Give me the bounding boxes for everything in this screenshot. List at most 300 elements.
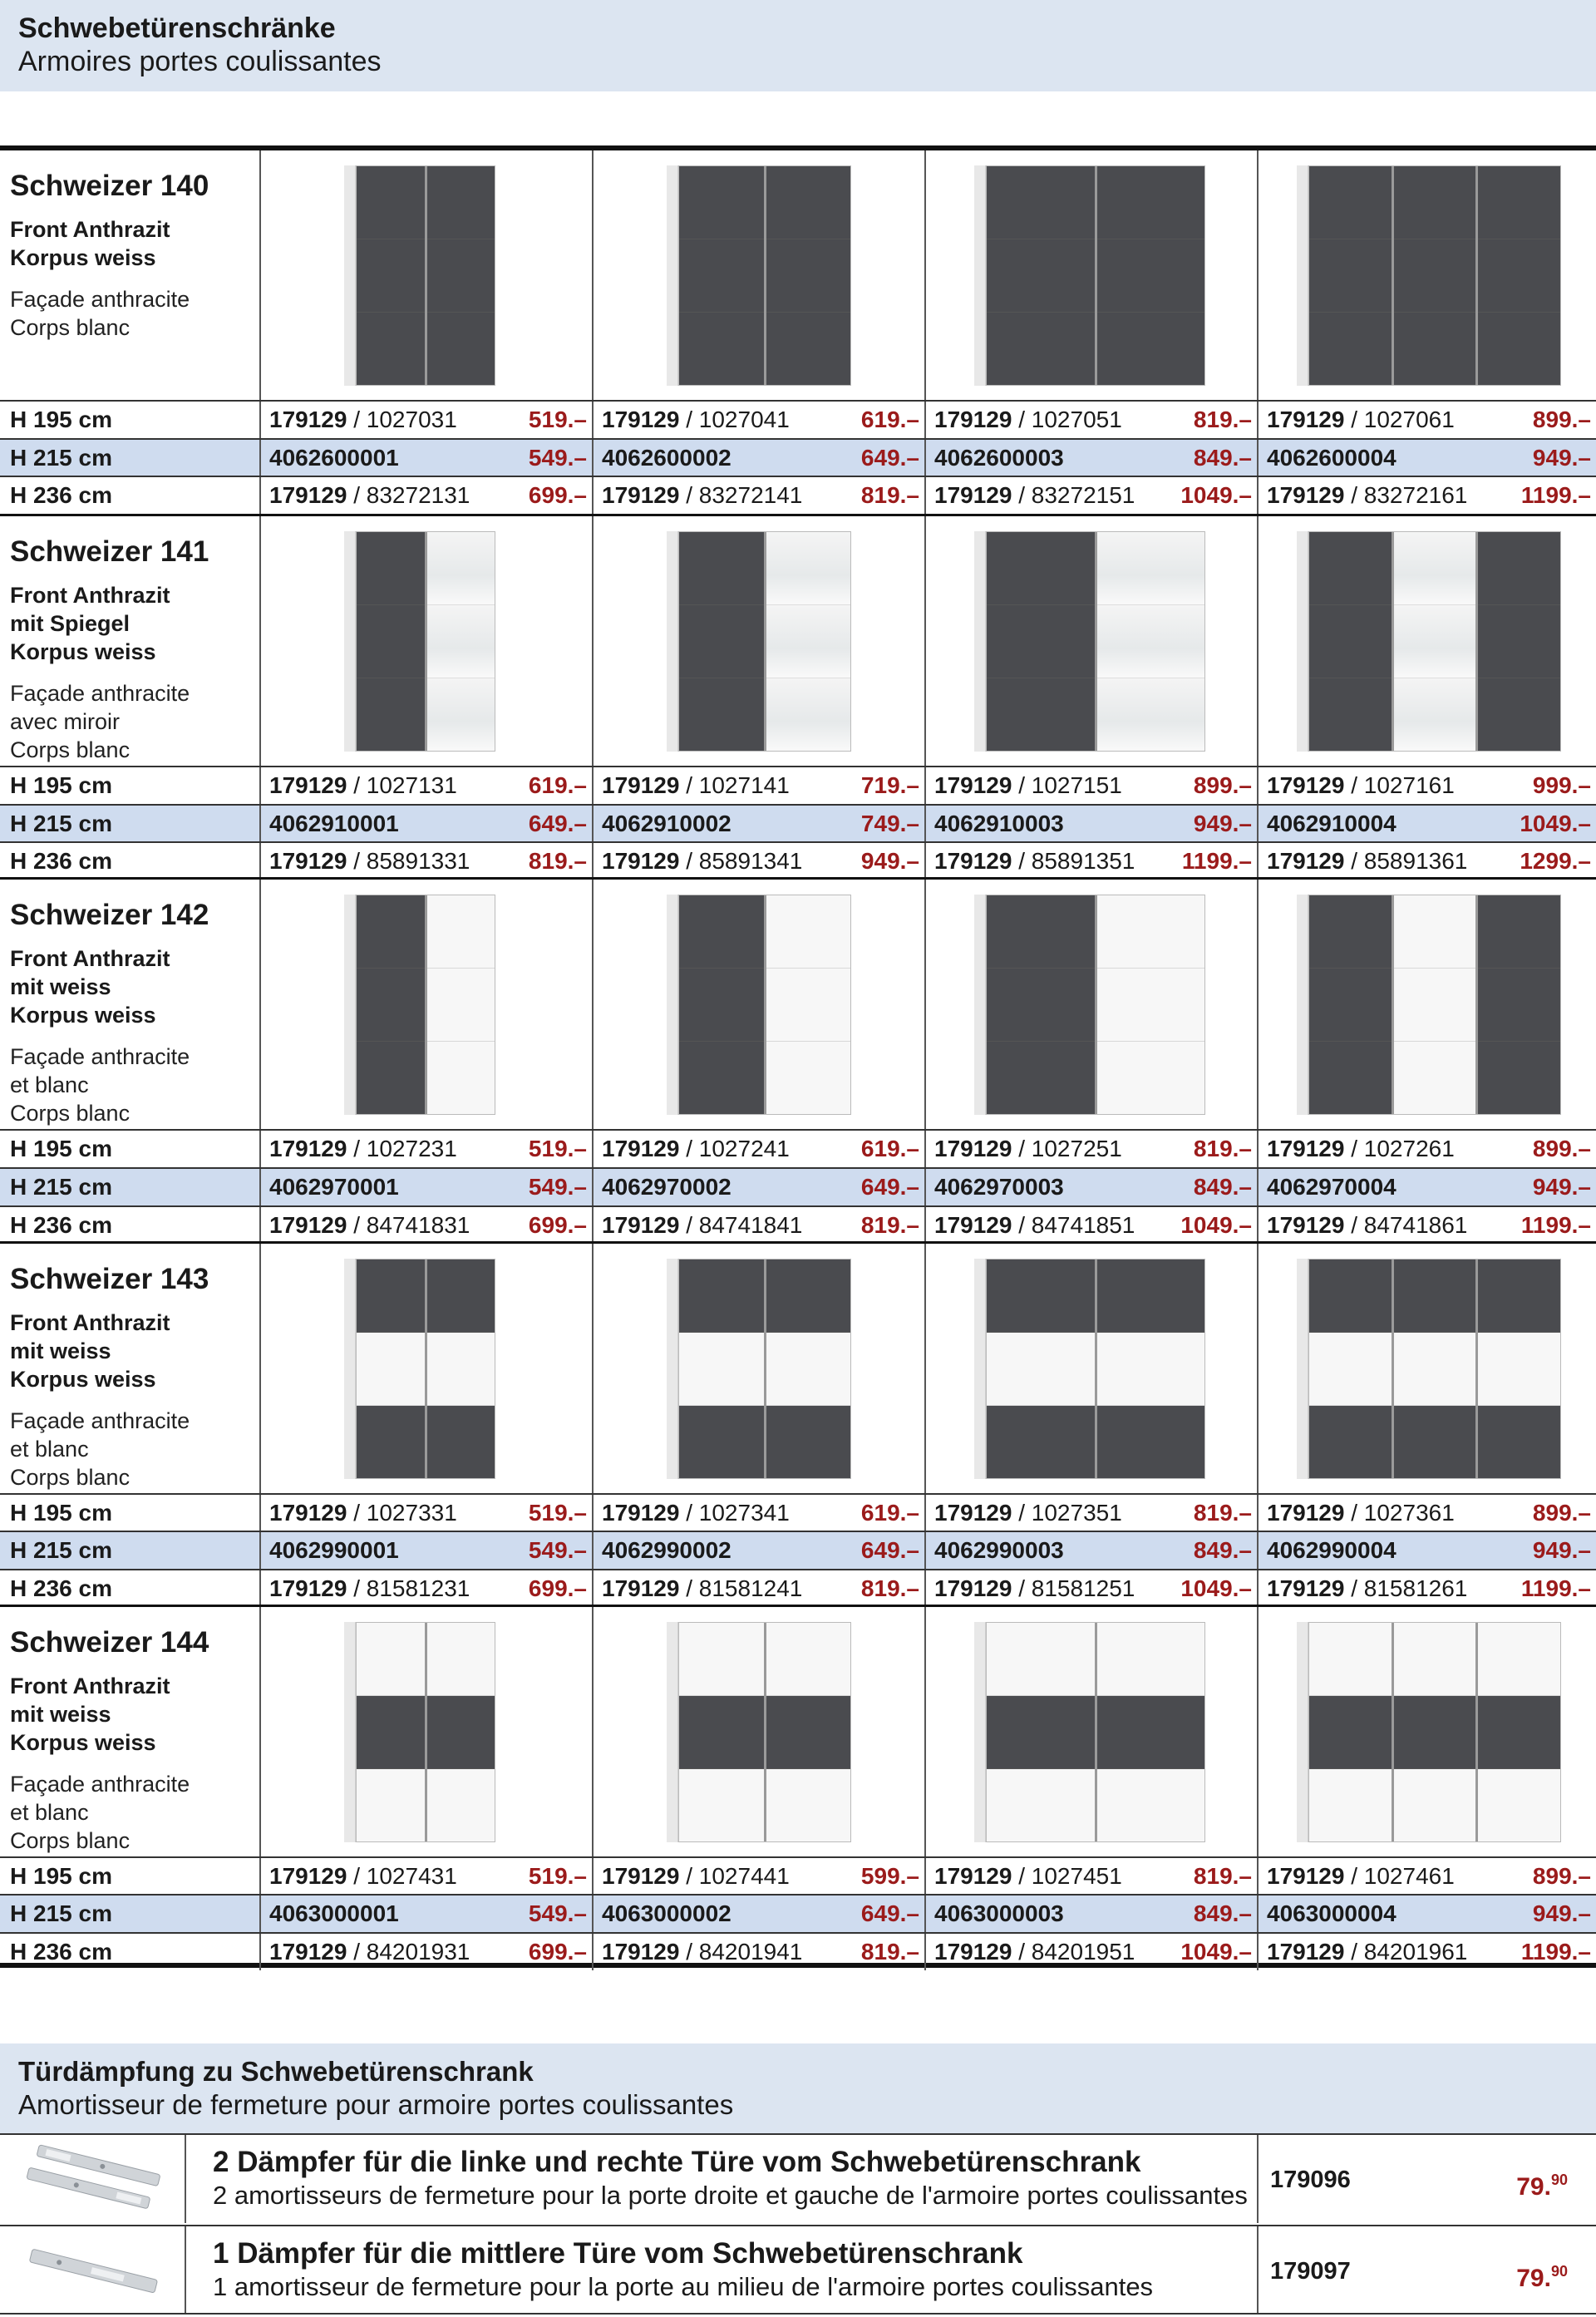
article-code: [269, 1500, 457, 1526]
height-label: H 215 cm: [10, 1173, 112, 1200]
wardrobe-image-cell: [259, 516, 592, 766]
article-code-main: 179129: [269, 772, 347, 799]
article-code: [269, 1537, 399, 1563]
article-code: [934, 407, 1122, 432]
price-cell: [259, 767, 592, 804]
wardrobe-door: [987, 1623, 1097, 1841]
wardrobe-door: [1394, 166, 1479, 385]
price-cell: [592, 1131, 924, 1167]
wardrobe-door: [1394, 532, 1479, 751]
price-cell: [259, 477, 592, 514]
price: 699.–: [528, 1575, 587, 1601]
article-code-suffix: / 81581231: [347, 1575, 470, 1601]
wardrobe-door: [987, 1260, 1097, 1478]
article-code: [1267, 848, 1467, 874]
price: 949.–: [860, 848, 919, 875]
article-code: [602, 1537, 732, 1563]
height-label: H 236 cm: [10, 1575, 112, 1601]
price: 819.–: [860, 1938, 919, 1965]
wardrobe-image: [974, 1259, 1205, 1479]
wardrobe-image: [1297, 165, 1561, 386]
wardrobe-image: [344, 1259, 495, 1479]
wardrobe-image-cell: [1257, 880, 1596, 1129]
price-cell: [924, 402, 1257, 438]
article-code-main: 4062970001: [269, 1173, 399, 1200]
wardrobe-image-cell: [259, 150, 592, 400]
price-cell: [592, 1207, 924, 1244]
price: 699.–: [528, 1211, 587, 1238]
price: 899.–: [1532, 1862, 1591, 1889]
price-cell: [259, 1858, 592, 1895]
page-title-fr: Armoires portes coulissantes: [18, 46, 382, 77]
article-code: [602, 848, 802, 874]
article-code: [1267, 811, 1396, 836]
article-code-main: 179129: [1267, 407, 1345, 432]
price: 819.–: [1193, 407, 1252, 432]
article-code-suffix: / 81581261: [1344, 1575, 1468, 1601]
article-code: [602, 1500, 790, 1526]
price: 819.–: [1193, 1862, 1252, 1889]
article-code: [602, 1939, 802, 1965]
article-code: [934, 1863, 1122, 1889]
article-code-main: 4062600003: [934, 444, 1064, 471]
price: 899.–: [1532, 407, 1591, 432]
article-code: [269, 1136, 457, 1161]
damper-title-fr: Amortisseur de fermeture pour armoire portes coulissantes: [18, 2089, 734, 2120]
article-code-main: 179129: [934, 1575, 1012, 1601]
wardrobe-door: [679, 1623, 766, 1841]
price-cell: [1257, 440, 1596, 476]
price-cell: [1257, 843, 1596, 880]
article-code: [1267, 407, 1455, 432]
product-info: [0, 1244, 259, 1493]
price: 519.–: [528, 407, 587, 432]
wardrobe-image: [667, 165, 851, 386]
wardrobe-door: [1097, 1623, 1205, 1841]
product-description-fr: Façade anthracite et blanc Corps blanc: [10, 1407, 190, 1490]
article-code-suffix: / 1027151: [1012, 772, 1122, 799]
product-description-de: Front Anthrazit mit weiss Korpus weiss: [10, 1673, 170, 1755]
article-code: [1267, 772, 1455, 798]
product-section: [0, 1605, 1596, 1968]
article-code: [602, 1900, 732, 1926]
price-cell: [924, 806, 1257, 842]
damper-text-de: 1 Dämpfer für die mittlere Türe vom Schwebetürenschrank: [213, 2237, 1023, 2270]
article-code-main: 179129: [1267, 772, 1345, 799]
article-code-main: 179129: [602, 407, 680, 432]
price: 819.–: [1193, 1136, 1252, 1162]
table-row: [0, 1531, 1596, 1569]
price: 699.–: [528, 482, 587, 509]
wardrobe-image: [974, 1622, 1205, 1842]
article-code: [934, 1500, 1122, 1526]
article-code-main: 179129: [269, 848, 347, 875]
price-cell: [259, 1570, 592, 1607]
price: 599.–: [860, 1862, 919, 1889]
wardrobe-door: [357, 532, 427, 751]
wardrobe-image-cell: [592, 516, 924, 766]
price-cell: [592, 843, 924, 880]
article-code-suffix: / 1027161: [1344, 772, 1455, 799]
price: 1199.–: [1520, 482, 1591, 509]
wardrobe-door: [427, 532, 495, 751]
article-code-suffix: / 85891341: [679, 848, 803, 875]
article-code: [934, 1136, 1122, 1161]
article-number: 179096: [1270, 2167, 1351, 2193]
article-code-main: 4062600001: [269, 444, 399, 471]
article-code: [1267, 1500, 1455, 1526]
price-cell: [1257, 1934, 1596, 1970]
price-cell: [1257, 1532, 1596, 1569]
damper-text-fr: 2 amortisseurs de fermeture pour la porte droite et gauche de l'armoire portes coulissantes: [213, 2181, 1248, 2210]
damper-description: [185, 2135, 1257, 2223]
damper-title-de: Türdämpfung zu Schwebetürenschrank: [18, 2056, 534, 2087]
article-code-suffix: / 1027361: [1344, 1499, 1455, 1526]
price-cell: [592, 1169, 924, 1205]
price: 849.–: [1193, 1537, 1252, 1564]
article-code-suffix: / 1027251: [1012, 1136, 1122, 1162]
damper-image: [0, 2135, 185, 2223]
wardrobe-door: [766, 1623, 851, 1841]
price: 949.–: [1532, 1537, 1591, 1564]
product-description-fr: Façade anthracite avec miroir Corps blanc: [10, 681, 190, 763]
article-code-suffix: / 84201951: [1012, 1938, 1135, 1965]
wardrobe-door: [679, 1260, 766, 1478]
height-label: H 236 cm: [10, 482, 112, 509]
article-code-main: 179129: [934, 1136, 1012, 1162]
wardrobe-door: [1309, 532, 1394, 751]
price-cell: [592, 767, 924, 804]
article-code-suffix: / 81581241: [679, 1575, 803, 1601]
article-code: [1267, 1136, 1455, 1161]
article-code: [1267, 1900, 1396, 1926]
price-rows: [0, 766, 1596, 880]
article-code: [602, 445, 732, 471]
article-code: [269, 848, 470, 874]
article-code-suffix: / 1027351: [1012, 1499, 1122, 1526]
article-code: [1267, 1174, 1396, 1200]
article-code: [269, 772, 457, 798]
wardrobe-door: [1478, 895, 1560, 1114]
article-code-suffix: / 83272141: [679, 482, 803, 509]
wardrobe-door: [987, 532, 1097, 751]
article-code: [1267, 445, 1396, 471]
article-code: [602, 1174, 732, 1200]
price: 619.–: [860, 1499, 919, 1526]
price-cents: 90: [1550, 2263, 1568, 2280]
price: 849.–: [1193, 444, 1252, 471]
article-code: [934, 1212, 1135, 1238]
wardrobe-image: [344, 1622, 495, 1842]
table-row: [0, 1205, 1596, 1244]
article-code: [602, 1863, 790, 1889]
article-code: [934, 1900, 1064, 1926]
wardrobe-image: [1297, 1259, 1561, 1479]
article-code-main: 4062990001: [269, 1537, 399, 1564]
damper-text-de: 2 Dämpfer für die linke und rechte Türe vom Schwebetürenschrank: [213, 2146, 1141, 2178]
wardrobe-image-cell: [592, 1244, 924, 1493]
article-code-suffix: / 1027131: [347, 772, 457, 799]
article-code-suffix: / 84201941: [679, 1938, 803, 1965]
price: 949.–: [1193, 810, 1252, 836]
price: 1049.–: [1180, 1575, 1252, 1601]
article-code-main: 4062970002: [602, 1173, 732, 1200]
price-cell: [1257, 1207, 1596, 1244]
price: 519.–: [528, 1136, 587, 1162]
wardrobe-image-cell: [924, 1244, 1257, 1493]
wardrobe-image-cell: [1257, 150, 1596, 400]
height-label: H 195 cm: [10, 772, 112, 799]
product-description-fr: Façade anthracite et blanc Corps blanc: [10, 1771, 190, 1853]
article-code-main: 179129: [1267, 1211, 1345, 1238]
article-code-main: 179129: [269, 407, 347, 432]
damper-price: [1516, 2135, 1568, 2232]
article-code-main: 179129: [1267, 482, 1345, 509]
price-cell: [924, 1495, 1257, 1531]
price-cell: [924, 1169, 1257, 1205]
price: 849.–: [1193, 1900, 1252, 1927]
price-cell: [592, 1858, 924, 1895]
table-row: [0, 1894, 1596, 1932]
price-cell: [924, 1858, 1257, 1895]
article-code-suffix: / 83272151: [1012, 482, 1135, 509]
article-code-suffix: / 1027331: [347, 1499, 457, 1526]
damper-header: [0, 2043, 1596, 2133]
wardrobe-door: [357, 166, 427, 385]
wardrobe-door: [1309, 1260, 1394, 1478]
article-code: [269, 1174, 399, 1200]
price: 549.–: [528, 1537, 587, 1564]
price-cell: [592, 806, 924, 842]
height-label: H 195 cm: [10, 1862, 112, 1889]
product-info: [0, 516, 259, 766]
product-description-de: Front Anthrazit Korpus weiss: [10, 217, 170, 270]
article-code-suffix: / 1027231: [347, 1136, 457, 1162]
price: 649.–: [860, 1173, 919, 1200]
article-code-suffix: / 1027341: [679, 1499, 790, 1526]
article-code: [602, 1212, 802, 1238]
wardrobe-door: [679, 532, 766, 751]
article-code-main: 179129: [1267, 848, 1345, 875]
price-cell: [924, 1532, 1257, 1569]
wardrobe-image-cell: [592, 150, 924, 400]
product-name: Schweizer 140: [10, 170, 209, 202]
article-code-suffix: / 84741831: [347, 1211, 470, 1238]
price-cell: [1257, 477, 1596, 514]
height-label: H 236 cm: [10, 1211, 112, 1238]
wardrobe-door: [766, 1260, 851, 1478]
article-code-suffix: / 83272161: [1344, 482, 1468, 509]
article-code-main: 4062600004: [1267, 444, 1396, 471]
price: 949.–: [1532, 444, 1591, 471]
price-cell: [1257, 1495, 1596, 1531]
price: 1199.–: [1520, 1211, 1591, 1238]
article-code-suffix: / 1027141: [679, 772, 790, 799]
price-cell: [924, 477, 1257, 514]
article-code-suffix: / 1027031: [347, 407, 457, 432]
page-title-de: Schwebetürenschränke: [18, 12, 336, 44]
wardrobe-door: [987, 166, 1097, 385]
table-row: [0, 804, 1596, 842]
price: 899.–: [1532, 1136, 1591, 1162]
wardrobe-door: [766, 895, 851, 1114]
price: 1199.–: [1181, 848, 1252, 875]
price-cell: [1257, 1169, 1596, 1205]
price-main: 79.: [1516, 2265, 1551, 2292]
price-cell: [592, 1570, 924, 1607]
article-code-main: 4063000004: [1267, 1900, 1396, 1927]
article-code: [934, 811, 1064, 836]
price-cell: [924, 440, 1257, 476]
article-number: 179097: [1270, 2258, 1351, 2285]
article-code-main: 179129: [602, 1136, 680, 1162]
price-cell: [1257, 1570, 1596, 1607]
height-label: H 215 cm: [10, 810, 112, 836]
wardrobe-door: [1478, 532, 1560, 751]
wardrobe-image-cell: [924, 516, 1257, 766]
price-cell: [592, 1934, 924, 1970]
article-code-main: 179129: [602, 482, 680, 509]
product-section: [0, 150, 1596, 514]
price-cents: 90: [1550, 2172, 1568, 2188]
product-section: [0, 877, 1596, 1240]
article-code: [269, 1939, 470, 1965]
article-code-main: 179129: [1267, 1862, 1345, 1889]
price-rows: [0, 1856, 1596, 1970]
article-code-main: 179129: [269, 1938, 347, 1965]
wardrobe-image-cell: [259, 1244, 592, 1493]
price: 899.–: [1532, 1499, 1591, 1526]
product-description-fr: Façade anthracite Corps blanc: [10, 287, 190, 340]
table-row: [0, 841, 1596, 880]
wardrobe-image: [974, 165, 1205, 386]
article-code-main: 179129: [934, 482, 1012, 509]
wardrobe-door: [357, 1623, 427, 1841]
price-cell: [1257, 1858, 1596, 1895]
wardrobe-door: [679, 166, 766, 385]
article-code-main: 179129: [934, 1938, 1012, 1965]
article-code-main: 179129: [1267, 1575, 1345, 1601]
article-code-main: 4062970003: [934, 1173, 1064, 1200]
article-code-main: 179129: [934, 848, 1012, 875]
price: 549.–: [528, 1173, 587, 1200]
wardrobe-image-cell: [1257, 1244, 1596, 1493]
price-cell: [924, 1896, 1257, 1932]
wardrobe-image: [344, 895, 495, 1115]
article-code-main: 179129: [934, 1862, 1012, 1889]
product-description-de: Front Anthrazit mit weiss Korpus weiss: [10, 946, 170, 1028]
price: 699.–: [528, 1938, 587, 1965]
wardrobe-door: [766, 166, 851, 385]
height-label: H 236 cm: [10, 848, 112, 875]
wardrobe-image: [667, 1259, 851, 1479]
article-code-main: 179129: [269, 1211, 347, 1238]
price-cell: [259, 1169, 592, 1205]
price-rows: [0, 1129, 1596, 1243]
price-cell: [1257, 402, 1596, 438]
wardrobe-image-cell: [259, 880, 592, 1129]
article-code-suffix: / 1027441: [679, 1862, 790, 1889]
table-row: [0, 1129, 1596, 1167]
article-code-main: 4062600002: [602, 444, 732, 471]
article-code: [269, 1575, 470, 1601]
price-cell: [592, 1495, 924, 1531]
damper-price: [1516, 2226, 1568, 2317]
article-code: [1267, 1537, 1396, 1563]
price-cell: [1257, 1131, 1596, 1167]
price: 619.–: [528, 772, 587, 799]
damper-description: [185, 2226, 1257, 2313]
price-cell: [592, 402, 924, 438]
article-code-suffix: / 1027461: [1344, 1862, 1455, 1889]
wardrobe-image: [974, 531, 1205, 752]
table-row: [0, 476, 1596, 514]
article-code-main: 179129: [602, 1211, 680, 1238]
product-info: [0, 880, 259, 1129]
article-code-main: 179129: [934, 1211, 1012, 1238]
article-code-main: 4062910003: [934, 810, 1064, 836]
wardrobe-door: [1097, 1260, 1205, 1478]
price-main: 79.: [1516, 2173, 1551, 2201]
article-code: [602, 811, 732, 836]
product-info: [0, 150, 259, 400]
price-cell: [259, 1532, 592, 1569]
wardrobe-image: [344, 531, 495, 752]
wardrobe-door: [987, 895, 1097, 1114]
table-row: [0, 766, 1596, 804]
price-cell: [924, 767, 1257, 804]
product-description-de: Front Anthrazit mit weiss Korpus weiss: [10, 1309, 170, 1392]
price-cell: [259, 843, 592, 880]
wardrobe-door: [1309, 895, 1394, 1114]
wardrobe-image-cell: [592, 880, 924, 1129]
table-row: [0, 438, 1596, 476]
article-code: [269, 811, 399, 836]
price-cell: [592, 477, 924, 514]
price: 819.–: [860, 482, 919, 509]
article-code: [1267, 482, 1467, 508]
wardrobe-image: [1297, 895, 1561, 1115]
damper-row: [0, 2133, 1596, 2223]
article-code-main: 179129: [269, 1499, 347, 1526]
wardrobe-image-cell: [592, 1607, 924, 1856]
wardrobe-image: [1297, 531, 1561, 752]
wardrobe-image: [1297, 1622, 1561, 1842]
article-code-main: 4062910001: [269, 810, 399, 836]
price-cell: [259, 1131, 592, 1167]
article-code-suffix: / 1027061: [1344, 407, 1455, 432]
price: 819.–: [1193, 1499, 1252, 1526]
price-cell: [259, 1896, 592, 1932]
wardrobe-door: [427, 1623, 495, 1841]
article-code-main: 179129: [1267, 1938, 1345, 1965]
wardrobe-image-cell: [924, 880, 1257, 1129]
article-code-suffix: / 84741841: [679, 1211, 803, 1238]
price: 949.–: [1532, 1900, 1591, 1927]
wardrobe-image: [974, 895, 1205, 1115]
article-code-main: 4062990004: [1267, 1537, 1396, 1564]
price-rows: [0, 1493, 1596, 1607]
article-code-suffix: / 84201931: [347, 1938, 470, 1965]
article-code: [269, 482, 470, 508]
article-code-main: 4062970004: [1267, 1173, 1396, 1200]
wardrobe-door: [427, 895, 495, 1114]
price: 649.–: [860, 444, 919, 471]
wardrobe-image-cell: [924, 150, 1257, 400]
table-row: [0, 1932, 1596, 1970]
table-row: [0, 1167, 1596, 1205]
article-code-suffix: / 84741861: [1344, 1211, 1468, 1238]
